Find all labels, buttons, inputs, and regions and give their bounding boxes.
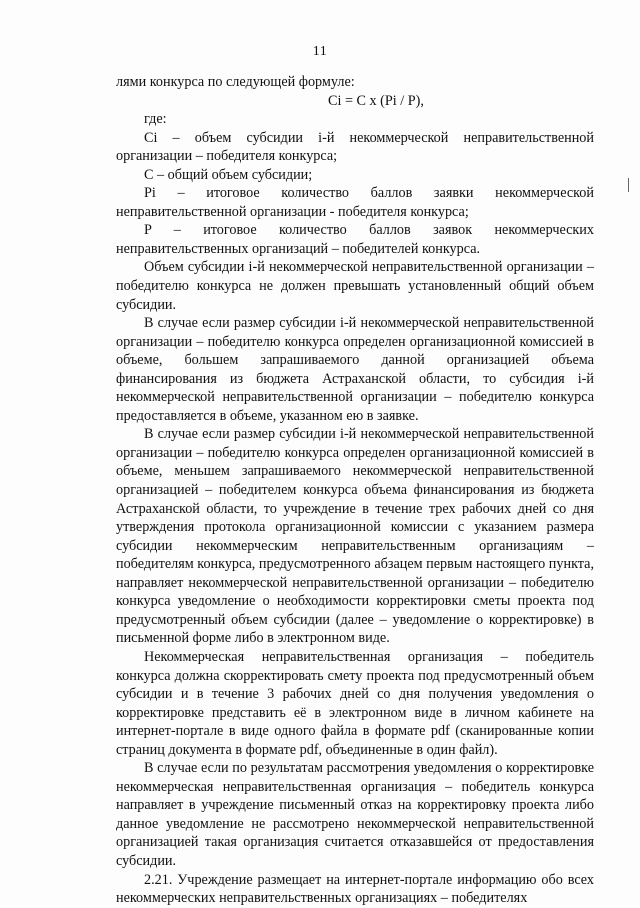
- definition-ci: Ci – объем субсидии i-й некоммерческой неправительственной организации – победителя конкурса;: [116, 129, 594, 165]
- paragraph-continuation: лями конкурса по следующей формуле:: [116, 74, 355, 90]
- paragraph-2-21: 2.21. Учреждение размещает на интернет-портале информацию обо всех некоммерческих неправительственных организациях – победителях: [116, 871, 594, 907]
- paragraph-max-subsidy: Объем субсидии i-й некоммерческой неправительственной организации – победителю конкурса не должен превышать установленный общий объем субсидии.: [116, 259, 594, 313]
- document-body: [116, 73, 594, 908]
- paragraph-adjust-estimate: Некоммерческая неправительственная организация – победитель конкурса должна скорректировать смету проекта под предусмотренный объем субсидии и в течение 3 рабочих дней со дня получения уведомления о корректировке представить её в электронном виде в личном кабинете на интернет-портале в виде одного файла в формате pdf (сканированные копии страниц документа в формате pdf, объединенные в один файл).: [116, 648, 594, 758]
- scan-artifact-mark: [628, 178, 629, 192]
- formula: Ci = C x (Pi / P),: [328, 92, 424, 109]
- paragraph-refusal: В случае если по результатам рассмотрения уведомления о корректировке некоммерческая неправительственная организация – победитель конкурса направляет в учреждение письменный отказ на корректировку проекта либо данное уведомление не рассмотрено некоммерческой неправительственной организацией такая организация считается отказавшейся от предоставления субсидии.: [116, 760, 594, 869]
- definition-c: С – общий объем субсидии;: [144, 166, 313, 183]
- paragraph-larger-amount: В случае если размер субсидии i-й некоммерческой неправительственной организации – победителю конкурса определен организационной комиссией в объеме, большем запрашиваемого данной организацией объема финансирования из бюджета Астраханской области, то субсидия i-й некоммерческой неправительственной организации – победителю конкурса предоставляется в объеме, указанном ею в заявке.: [116, 315, 594, 424]
- definition-pi: Pi – итоговое количество баллов заявки некоммерческой неправительственной организации - победителя конкурса;: [116, 185, 594, 220]
- paragraph-smaller-amount: В случае если размер субсидии i-й некоммерческой неправительственной организации – победителю конкурса определен организационной комиссией в объеме, меньшем запрашиваемого некоммерческой неправительственной организацией – победителем конкурса объема финансирования из бюджета Астраханской области, то учреждение в течение трех рабочих дней со дня утверждения протокола организационной комиссии с указанием размера субсидии некоммерческим неправительственным организациям – победителям конкурса, предусмотренного абзацем первым настоящего пункта, направляет некоммерческой неправительственной организации – победителю конкурса уведомление о необходимости корректировки сметы проекта под предусмотренный объем субсидии (далее – уведомление о корректировке) в письменной форме либо в электронном виде.: [116, 426, 594, 647]
- page-number: 11: [312, 44, 328, 59]
- definition-p: P – итоговое количество баллов заявок некоммерческих неправительственных организаций – победителей конкурса.: [116, 222, 594, 257]
- paragraph-where: где:: [144, 111, 167, 128]
